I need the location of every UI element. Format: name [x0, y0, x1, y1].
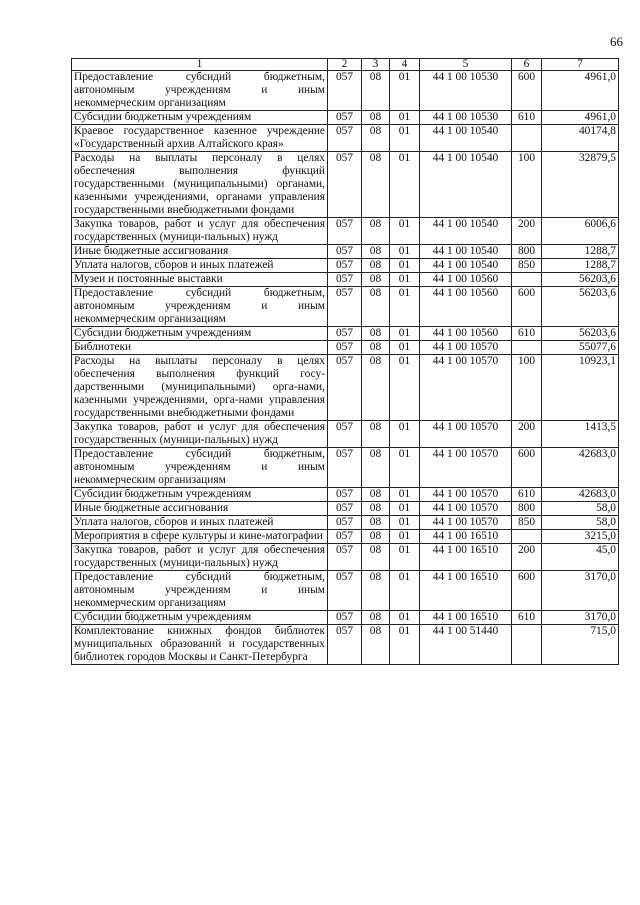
amount-cell: 3215,0 — [542, 530, 619, 544]
expense-type-cell: 600 — [512, 71, 542, 111]
section-code-cell: 08 — [362, 544, 390, 571]
expense-type-cell: 610 — [512, 111, 542, 125]
subsection-code-cell: 01 — [390, 152, 420, 218]
section-code-cell: 08 — [362, 516, 390, 530]
target-article-cell: 44 1 00 10560 — [420, 327, 512, 341]
table-row — [72, 273, 619, 287]
page-number: 66 — [610, 34, 623, 49]
ministry-code-cell: 057 — [328, 125, 362, 152]
expense-type-cell: 200 — [512, 421, 542, 448]
expense-name-cell: Краевое государственное казенное учреждение «Государственный архив Алтайского края» — [72, 125, 328, 152]
expense-type-cell: 800 — [512, 245, 542, 259]
amount-cell: 58,0 — [542, 502, 619, 516]
header-col-6: 6 — [512, 59, 542, 71]
subsection-code-cell: 01 — [390, 245, 420, 259]
header-col-5: 5 — [420, 59, 512, 71]
section-code-cell: 08 — [362, 421, 390, 448]
table-row — [72, 218, 619, 245]
ministry-code-cell: 057 — [328, 355, 362, 421]
target-article-cell: 44 1 00 10540 — [420, 245, 512, 259]
table-row — [72, 245, 619, 259]
amount-cell: 4961,0 — [542, 71, 619, 111]
section-code-cell: 08 — [362, 488, 390, 502]
expense-name-cell: Комплектование книжных фондов библиотек муниципальных образований и государственных библиотек городов Москвы и Санкт-Петербурга — [72, 625, 328, 665]
ministry-code-cell: 057 — [328, 111, 362, 125]
expense-name-cell: Закупка товаров, работ и услуг для обеспечения государственных (муници-пальных) нужд — [72, 421, 328, 448]
expense-type-cell: 600 — [512, 448, 542, 488]
expense-type-cell — [512, 273, 542, 287]
expense-type-cell: 600 — [512, 287, 542, 327]
amount-cell: 3170,0 — [542, 611, 619, 625]
section-code-cell: 08 — [362, 571, 390, 611]
expense-type-cell: 100 — [512, 152, 542, 218]
table-row — [72, 571, 619, 611]
ministry-code-cell: 057 — [328, 502, 362, 516]
expense-name-cell: Предоставление субсидий бюджетным, автономным учреждениям и иным некоммерческим организациям — [72, 571, 328, 611]
expense-name-cell: Библиотеки — [72, 341, 328, 355]
header-col-2: 2 — [328, 59, 362, 71]
amount-cell: 1413,5 — [542, 421, 619, 448]
subsection-code-cell: 01 — [390, 502, 420, 516]
expense-name-cell: Иные бюджетные ассигнования — [72, 245, 328, 259]
subsection-code-cell: 01 — [390, 125, 420, 152]
ministry-code-cell: 057 — [328, 152, 362, 218]
subsection-code-cell: 01 — [390, 259, 420, 273]
target-article-cell: 44 1 00 16510 — [420, 571, 512, 611]
target-article-cell: 44 1 00 10570 — [420, 448, 512, 488]
section-code-cell: 08 — [362, 152, 390, 218]
subsection-code-cell: 01 — [390, 625, 420, 665]
expense-type-cell — [512, 625, 542, 665]
amount-cell: 4961,0 — [542, 111, 619, 125]
ministry-code-cell: 057 — [328, 421, 362, 448]
target-article-cell: 44 1 00 10560 — [420, 287, 512, 327]
target-article-cell: 44 1 00 10560 — [420, 273, 512, 287]
subsection-code-cell: 01 — [390, 287, 420, 327]
subsection-code-cell: 01 — [390, 571, 420, 611]
amount-cell: 715,0 — [542, 625, 619, 665]
target-article-cell: 44 1 00 51440 — [420, 625, 512, 665]
ministry-code-cell: 057 — [328, 571, 362, 611]
amount-cell: 3170,0 — [542, 571, 619, 611]
subsection-code-cell: 01 — [390, 273, 420, 287]
expense-name-cell: Закупка товаров, работ и услуг для обеспечения государственных (муници-пальных) нужд — [72, 544, 328, 571]
table-row — [72, 341, 619, 355]
expense-name-cell: Уплата налогов, сборов и иных платежей — [72, 516, 328, 530]
target-article-cell: 44 1 00 16510 — [420, 530, 512, 544]
ministry-code-cell: 057 — [328, 530, 362, 544]
ministry-code-cell: 057 — [328, 516, 362, 530]
amount-cell: 6006,6 — [542, 218, 619, 245]
expense-type-cell — [512, 341, 542, 355]
table-row — [72, 287, 619, 327]
expense-name-cell: Предоставление субсидий бюджетным, автономным учреждениям и иным некоммерческим организациям — [72, 287, 328, 327]
ministry-code-cell: 057 — [328, 488, 362, 502]
expense-name-cell: Предоставление субсидий бюджетным, автономным учреждениям и иным некоммерческим организациям — [72, 71, 328, 111]
subsection-code-cell: 01 — [390, 71, 420, 111]
amount-cell: 55077,6 — [542, 341, 619, 355]
expense-name-cell: Субсидии бюджетным учреждениям — [72, 327, 328, 341]
table-row — [72, 125, 619, 152]
section-code-cell: 08 — [362, 327, 390, 341]
target-article-cell: 44 1 00 10540 — [420, 218, 512, 245]
expense-type-cell — [512, 125, 542, 152]
expense-type-cell — [512, 530, 542, 544]
subsection-code-cell: 01 — [390, 355, 420, 421]
amount-cell: 32879,5 — [542, 152, 619, 218]
section-code-cell: 08 — [362, 341, 390, 355]
expense-name-cell: Музеи и постоянные выставки — [72, 273, 328, 287]
expense-name-cell: Предоставление субсидий бюджетным, автономным учреждениям и иным некоммерческим организациям — [72, 448, 328, 488]
budget-table — [71, 58, 619, 665]
expense-name-cell: Закупка товаров, работ и услуг для обеспечения государственных (муници-пальных) нужд — [72, 218, 328, 245]
target-article-cell: 44 1 00 10540 — [420, 152, 512, 218]
section-code-cell: 08 — [362, 245, 390, 259]
expense-name-cell: Расходы на выплаты персоналу в целях обеспечения выполнения функций госу-дарственными (муниципальными) орга-нами, казенными учреждениями, орга-нами управления государственными внебюджетными фондами — [72, 355, 328, 421]
amount-cell: 1288,7 — [542, 245, 619, 259]
section-code-cell: 08 — [362, 218, 390, 245]
section-code-cell: 08 — [362, 71, 390, 111]
ministry-code-cell: 057 — [328, 287, 362, 327]
target-article-cell: 44 1 00 10570 — [420, 341, 512, 355]
section-code-cell: 08 — [362, 530, 390, 544]
expense-name-cell: Субсидии бюджетным учреждениям — [72, 611, 328, 625]
section-code-cell: 08 — [362, 355, 390, 421]
amount-cell: 40174,8 — [542, 125, 619, 152]
expense-name-cell: Иные бюджетные ассигнования — [72, 502, 328, 516]
expense-type-cell: 600 — [512, 571, 542, 611]
ministry-code-cell: 057 — [328, 341, 362, 355]
expense-type-cell: 610 — [512, 488, 542, 502]
target-article-cell: 44 1 00 16510 — [420, 544, 512, 571]
target-article-cell: 44 1 00 10570 — [420, 502, 512, 516]
subsection-code-cell: 01 — [390, 448, 420, 488]
subsection-code-cell: 01 — [390, 488, 420, 502]
table-row — [72, 448, 619, 488]
target-article-cell: 44 1 00 10570 — [420, 488, 512, 502]
subsection-code-cell: 01 — [390, 516, 420, 530]
table-row — [72, 544, 619, 571]
table-row — [72, 625, 619, 665]
section-code-cell: 08 — [362, 502, 390, 516]
table-row — [72, 502, 619, 516]
header-col-1: 1 — [72, 59, 328, 71]
expense-name-cell: Субсидии бюджетным учреждениям — [72, 488, 328, 502]
target-article-cell: 44 1 00 10570 — [420, 421, 512, 448]
subsection-code-cell: 01 — [390, 111, 420, 125]
target-article-cell: 44 1 00 10530 — [420, 111, 512, 125]
expense-type-cell: 850 — [512, 259, 542, 273]
table-row — [72, 259, 619, 273]
section-code-cell: 08 — [362, 259, 390, 273]
section-code-cell: 08 — [362, 625, 390, 665]
header-col-4: 4 — [390, 59, 420, 71]
expense-type-cell: 800 — [512, 502, 542, 516]
ministry-code-cell: 057 — [328, 327, 362, 341]
ministry-code-cell: 057 — [328, 273, 362, 287]
amount-cell: 1288,7 — [542, 259, 619, 273]
subsection-code-cell: 01 — [390, 530, 420, 544]
ministry-code-cell: 057 — [328, 71, 362, 111]
amount-cell: 56203,6 — [542, 287, 619, 327]
target-article-cell: 44 1 00 16510 — [420, 611, 512, 625]
table-row — [72, 111, 619, 125]
expense-type-cell: 610 — [512, 327, 542, 341]
expense-type-cell: 100 — [512, 355, 542, 421]
amount-cell: 10923,1 — [542, 355, 619, 421]
target-article-cell: 44 1 00 10570 — [420, 516, 512, 530]
amount-cell: 58,0 — [542, 516, 619, 530]
expense-type-cell: 200 — [512, 218, 542, 245]
section-code-cell: 08 — [362, 125, 390, 152]
ministry-code-cell: 057 — [328, 611, 362, 625]
amount-cell: 45,0 — [542, 544, 619, 571]
table-row — [72, 152, 619, 218]
amount-cell: 42683,0 — [542, 488, 619, 502]
header-col-7: 7 — [542, 59, 619, 71]
expense-name-cell: Расходы на выплаты персоналу в целях обеспечения выполнения функций государственными (муниципальными) органами, казенными учреждениями, органами управления государственными внебюджетными фондами — [72, 152, 328, 218]
table-row — [72, 355, 619, 421]
table-row — [72, 611, 619, 625]
target-article-cell: 44 1 00 10530 — [420, 71, 512, 111]
section-code-cell: 08 — [362, 111, 390, 125]
amount-cell: 56203,6 — [542, 327, 619, 341]
subsection-code-cell: 01 — [390, 544, 420, 571]
expense-type-cell: 850 — [512, 516, 542, 530]
ministry-code-cell: 057 — [328, 218, 362, 245]
ministry-code-cell: 057 — [328, 259, 362, 273]
target-article-cell: 44 1 00 10540 — [420, 125, 512, 152]
subsection-code-cell: 01 — [390, 218, 420, 245]
amount-cell: 42683,0 — [542, 448, 619, 488]
ministry-code-cell: 057 — [328, 448, 362, 488]
expense-name-cell: Мероприятия в сфере культуры и кине-матографии — [72, 530, 328, 544]
table-row — [72, 516, 619, 530]
subsection-code-cell: 01 — [390, 421, 420, 448]
subsection-code-cell: 01 — [390, 341, 420, 355]
ministry-code-cell: 057 — [328, 625, 362, 665]
table-row — [72, 71, 619, 111]
table-row — [72, 327, 619, 341]
ministry-code-cell: 057 — [328, 245, 362, 259]
target-article-cell: 44 1 00 10540 — [420, 259, 512, 273]
section-code-cell: 08 — [362, 448, 390, 488]
amount-cell: 56203,6 — [542, 273, 619, 287]
table-row — [72, 530, 619, 544]
section-code-cell: 08 — [362, 287, 390, 327]
table-row — [72, 488, 619, 502]
target-article-cell: 44 1 00 10570 — [420, 355, 512, 421]
expense-name-cell: Уплата налогов, сборов и иных платежей — [72, 259, 328, 273]
expense-name-cell: Субсидии бюджетным учреждениям — [72, 111, 328, 125]
subsection-code-cell: 01 — [390, 611, 420, 625]
expense-type-cell: 610 — [512, 611, 542, 625]
header-col-3: 3 — [362, 59, 390, 71]
section-code-cell: 08 — [362, 611, 390, 625]
expense-type-cell: 200 — [512, 544, 542, 571]
ministry-code-cell: 057 — [328, 544, 362, 571]
section-code-cell: 08 — [362, 273, 390, 287]
table-row — [72, 421, 619, 448]
subsection-code-cell: 01 — [390, 327, 420, 341]
header-row — [72, 59, 619, 71]
